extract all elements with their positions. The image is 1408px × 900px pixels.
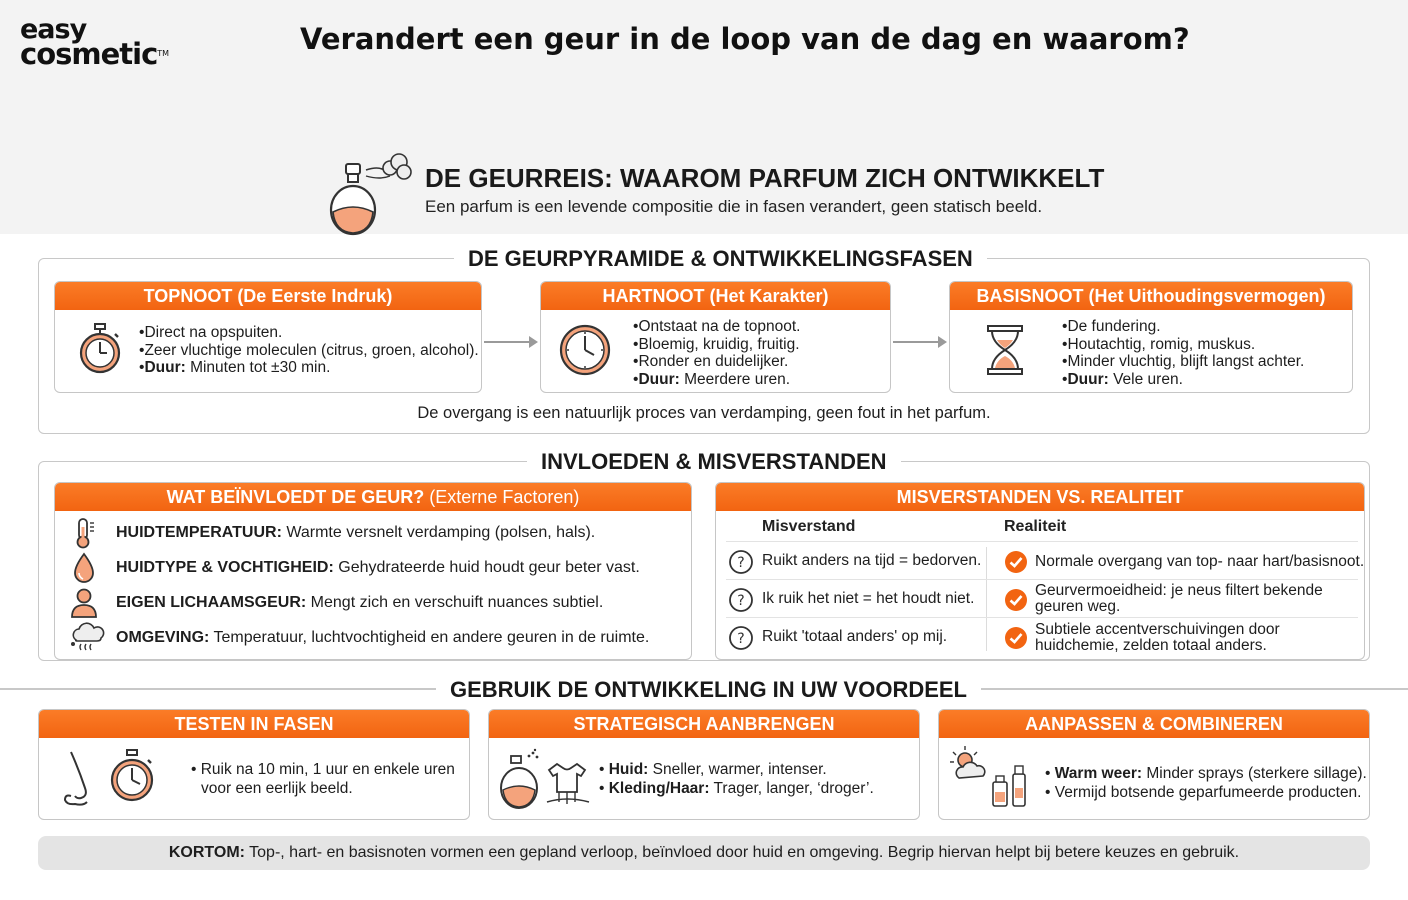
- reality-text: Geurvermoeidheid: je neus filtert bekende geuren weg.: [1035, 582, 1323, 615]
- list-item: • De fundering.: [1062, 318, 1304, 336]
- svg-text:?: ?: [737, 593, 745, 609]
- factor-text: [116, 559, 640, 577]
- list-item: • Minder vluchtig, blijft langst achter.: [1062, 353, 1304, 371]
- adjust-line: • Warm weer: Minder sprays (sterkere sillage).: [1045, 765, 1367, 782]
- myths-card-head: MISVERSTANDEN VS. REALITEIT: [716, 483, 1364, 511]
- usage-section-title: GEBRUIK DE ONTWIKKELING IN UW VOORDEEL: [436, 677, 981, 703]
- pyramid-section-title: DE GEURPYRAMIDE & ONTWIKKELINGSFASEN: [454, 246, 987, 272]
- myth-text: Ruikt anders na tijd = bedorven.: [762, 552, 982, 569]
- factors-card-subtitle: (Externe Factoren): [424, 487, 580, 507]
- adjust-card-head: AANPASSEN & COMBINEREN: [939, 710, 1369, 738]
- table-row: [726, 617, 1358, 655]
- myth-text: Ruikt 'totaal anders' op mij.: [762, 628, 948, 645]
- check-icon: [1004, 550, 1028, 574]
- factor-text: [116, 629, 649, 647]
- application-label: Huid:: [608, 761, 649, 778]
- check-icon: [1004, 588, 1028, 612]
- basenote-bullets: [1062, 318, 1304, 388]
- myths-card: [715, 482, 1365, 660]
- logo-tm: TM: [157, 49, 170, 58]
- page-title: Verandert een geur in de loop van de dag en waarom?: [300, 22, 1190, 56]
- adjust-desc: Minder sprays (sterkere sillage).: [1142, 765, 1367, 782]
- adjust-lines: [1045, 764, 1367, 802]
- hero-title: DE GEURREIS: WAAROM PARFUM ZICH ONTWIKKELT: [425, 163, 1105, 193]
- table-row: [726, 579, 1358, 617]
- influences-section-title: INVLOEDEN & MISVERSTANDEN: [527, 449, 901, 475]
- person-icon: [69, 587, 99, 619]
- arrow-right-icon: [484, 341, 536, 343]
- perfume-bottle-spray-icon: [326, 150, 416, 236]
- factor-desc: Temperatuur, luchtvochtigheid en andere geuren in de ruimte.: [209, 629, 650, 646]
- topnote-card: [54, 281, 482, 393]
- adjust-desc: Vermijd botsende geparfumeerde producten.: [1054, 784, 1362, 801]
- stopwatch-icon: [77, 322, 123, 374]
- duration-value: Minuten tot ±30 min.: [185, 359, 331, 376]
- testing-text: • Ruik na 10 min, 1 uur en enkele uren voor een eerlijk beeld.: [191, 761, 455, 797]
- adjust-label: Warm weer:: [1054, 765, 1143, 782]
- list-item: • Ontstaat na de topnoot.: [633, 318, 800, 336]
- factor-text: [116, 524, 595, 542]
- hourglass-icon: [986, 324, 1024, 376]
- factor-label: EIGEN LICHAAMSGEUR:: [116, 594, 307, 611]
- list-item: • Direct na opspuiten.: [139, 324, 479, 342]
- list-item: [1062, 371, 1304, 389]
- duration-label: Duur:: [638, 370, 680, 388]
- summary-bar: [38, 836, 1370, 870]
- list-item: • Ronder en duidelijker.: [633, 353, 800, 371]
- application-desc: Trager, langer, ‘droger’.: [709, 780, 874, 797]
- basenote-card-head: BASISNOOT (Het Uithoudingsvermogen): [950, 282, 1352, 310]
- question-icon: [728, 625, 754, 651]
- duration-value: Meerdere uren.: [679, 370, 791, 388]
- duration-label: Duur:: [144, 359, 186, 376]
- factors-card-head: [55, 483, 691, 511]
- summary-text: Top-, hart- en basisnoten vormen een gepland verloop, beïnvloed door huid en omgeving. Begrip hiervan helpt bij betere keuzes en gebruik.: [245, 844, 1240, 861]
- cloud-heat-icon: [69, 622, 107, 654]
- application-label: Kleding/Haar:: [608, 780, 710, 797]
- table-row: [726, 541, 1365, 579]
- list-item: • Bloemig, kruidig, fruitig.: [633, 336, 800, 354]
- reality-text: Normale overgang van top- naar hart/basisnoot.: [1035, 553, 1365, 570]
- application-line: • Kleding/Haar: Trager, langer, ‘droger’.: [599, 780, 874, 797]
- list-item: • Zeer vluchtige moleculen (citrus, groen, alcohol).: [139, 342, 479, 360]
- factor-row: [55, 622, 685, 652]
- factor-label: OMGEVING:: [116, 629, 210, 646]
- pyramid-note: De overgang is een natuurlijk proces van verdamping, geen fout in het parfum.: [417, 404, 991, 422]
- nose-stopwatch-icon: [57, 748, 157, 810]
- application-desc: Sneller, warmer, intenser.: [648, 761, 827, 778]
- thermometer-icon: [69, 517, 99, 549]
- application-card-head: STRATEGISCH AANBRENGEN: [489, 710, 919, 738]
- adjust-card: [938, 709, 1370, 820]
- heartnote-card: [540, 281, 891, 393]
- heartnote-bullets: [633, 318, 800, 388]
- duration-label: Duur:: [1067, 370, 1109, 388]
- application-card: [488, 709, 920, 820]
- myth-column-header: Misverstand: [762, 518, 856, 535]
- spray-clothing-icon: [499, 746, 595, 810]
- list-item: [139, 359, 479, 377]
- logo-line2-text: cosmetic: [20, 37, 158, 71]
- adjust-line: • Vermijd botsende geparfumeerde producten.: [1045, 784, 1362, 801]
- reality-text: Subtiele accentverschuivingen door huidchemie, zelden totaal anders.: [1035, 621, 1280, 654]
- myths-card-body: [716, 511, 1364, 659]
- question-icon: [728, 549, 754, 575]
- testing-card-head: TESTEN IN FASEN: [39, 710, 469, 738]
- arrow-right-icon: [893, 341, 945, 343]
- factor-label: HUIDTEMPERATUUR:: [116, 524, 282, 541]
- svg-text:?: ?: [737, 555, 745, 571]
- list-item: [633, 371, 800, 389]
- factor-row: [55, 517, 685, 547]
- application-lines: [599, 760, 874, 798]
- question-icon: [728, 587, 754, 613]
- application-line: • Huid: Sneller, warmer, intenser.: [599, 761, 827, 778]
- hero-subtitle: Een parfum is een levende compositie die in fasen verandert, geen statisch beeld.: [425, 197, 1043, 216]
- factor-row: [55, 587, 685, 617]
- topnote-bullets: [139, 324, 479, 377]
- testing-card: [38, 709, 470, 820]
- factor-row: [55, 552, 685, 582]
- clock-icon: [559, 324, 611, 376]
- testing-line: Ruik na 10 min, 1 uur en enkele uren voor een eerlijk beeld.: [200, 761, 455, 797]
- myth-text: Ik ruik het niet = het houdt niet.: [762, 590, 975, 607]
- factor-desc: Warmte versnelt verdamping (polsen, hals).: [281, 524, 596, 541]
- svg-text:?: ?: [737, 631, 745, 647]
- factors-card-title: WAT BEÏNVLOEDT DE GEUR?: [166, 487, 425, 507]
- reality-column-header: Realiteit: [1004, 518, 1067, 535]
- logo-line2: [20, 37, 170, 71]
- topnote-card-head: TOPNOOT (De Eerste Indruk): [55, 282, 481, 310]
- water-drop-icon: [69, 552, 99, 584]
- heartnote-card-head: HARTNOOT (Het Karakter): [541, 282, 890, 310]
- summary-label: KORTOM:: [168, 844, 245, 861]
- factors-card: [54, 482, 692, 660]
- logo: [20, 14, 170, 71]
- factor-desc: Gehydrateerde huid houdt geur beter vast.: [333, 559, 640, 576]
- factor-label: HUIDTYPE & VOCHTIGHEID:: [116, 559, 334, 576]
- weather-products-icon: [947, 744, 1037, 812]
- duration-value: Vele uren.: [1108, 370, 1183, 388]
- factor-text: [116, 594, 603, 612]
- list-item: • Houtachtig, romig, muskus.: [1062, 336, 1304, 354]
- check-icon: [1004, 626, 1028, 650]
- basenote-card: [949, 281, 1353, 393]
- logo-line1: easy: [20, 14, 87, 45]
- factor-desc: Mengt zich en verschuift nuances subtiel.: [306, 594, 604, 611]
